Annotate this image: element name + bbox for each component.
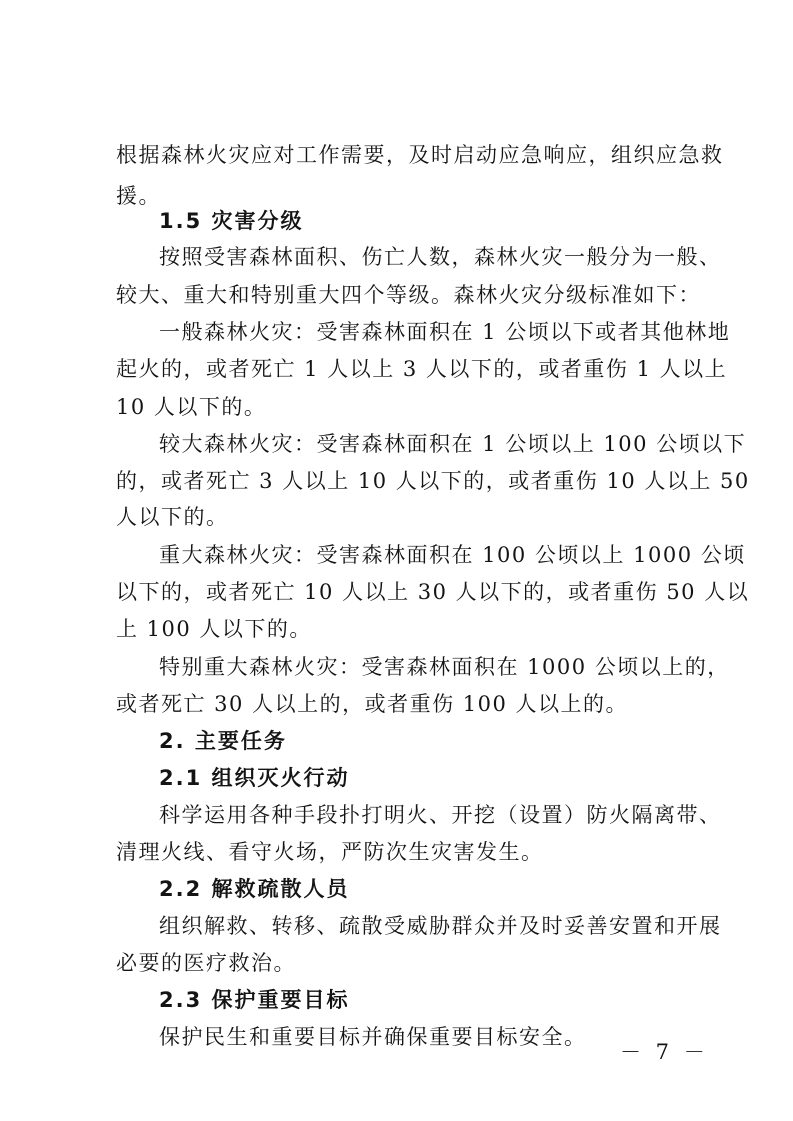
paragraph-line: 一般森林火灾：受害森林面积在 1 公顷以下或者其他林地 bbox=[159, 320, 731, 344]
section-heading-2-2: 2.2 解救疏散人员 bbox=[159, 877, 350, 901]
paragraph-line: 重大森林火灾：受害森林面积在 100 公顷以上 1000 公顷 bbox=[159, 543, 746, 567]
paragraph-line: 必要的医疗救治。 bbox=[116, 951, 296, 975]
paragraph-line: 根据森林火灾应对工作需要，及时启动应急响应，组织应急救 bbox=[116, 143, 724, 167]
paragraph-line: 人以下的。 bbox=[116, 505, 229, 529]
paragraph-line: 较大、重大和特别重大四个等级。森林火灾分级标准如下： bbox=[116, 283, 701, 307]
paragraph-line: 的，或者死亡 3 人以上 10 人以下的，或者重伤 10 人以上 50 bbox=[116, 469, 750, 493]
paragraph-line: 10 人以下的。 bbox=[116, 395, 267, 419]
paragraph-line: 或者死亡 30 人以上的，或者重伤 100 人以上的。 bbox=[116, 692, 629, 716]
paragraph-line: 以下的，或者死亡 10 人以上 30 人以下的，或者重伤 50 人以 bbox=[116, 580, 750, 604]
section-heading-1-5: 1.5 灾害分级 bbox=[159, 209, 304, 233]
paragraph-line: 较大森林火灾：受害森林面积在 1 公顷以上 100 公顷以下 bbox=[159, 432, 747, 456]
paragraph-line: 上 100 人以下的。 bbox=[116, 617, 312, 641]
paragraph-line: 清理火线、看守火场，严防次生灾害发生。 bbox=[116, 840, 544, 864]
section-heading-2: 2. 主要任务 bbox=[159, 729, 287, 753]
paragraph-line: 按照受害森林面积、伤亡人数，森林火灾一般分为一般、 bbox=[159, 245, 722, 269]
paragraph-line: 科学运用各种手段扑打明火、开挖（设置）防火隔离带、 bbox=[159, 803, 722, 827]
paragraph-line: 保护民生和重要目标并确保重要目标安全。 bbox=[159, 1025, 587, 1049]
paragraph-line: 组织解救、转移、疏散受威胁群众并及时妥善安置和开展 bbox=[159, 914, 722, 938]
section-heading-2-1: 2.1 组织灭火行动 bbox=[159, 766, 350, 790]
page-number: － 7 － bbox=[620, 1040, 709, 1064]
section-heading-2-3: 2.3 保护重要目标 bbox=[159, 988, 350, 1012]
paragraph-line: 起火的，或者死亡 1 人以上 3 人以下的，或者重伤 1 人以上 bbox=[116, 357, 728, 381]
paragraph-line: 援。 bbox=[116, 184, 161, 208]
paragraph-line: 特别重大森林火灾：受害森林面积在 1000 公顷以上的， bbox=[159, 655, 730, 679]
